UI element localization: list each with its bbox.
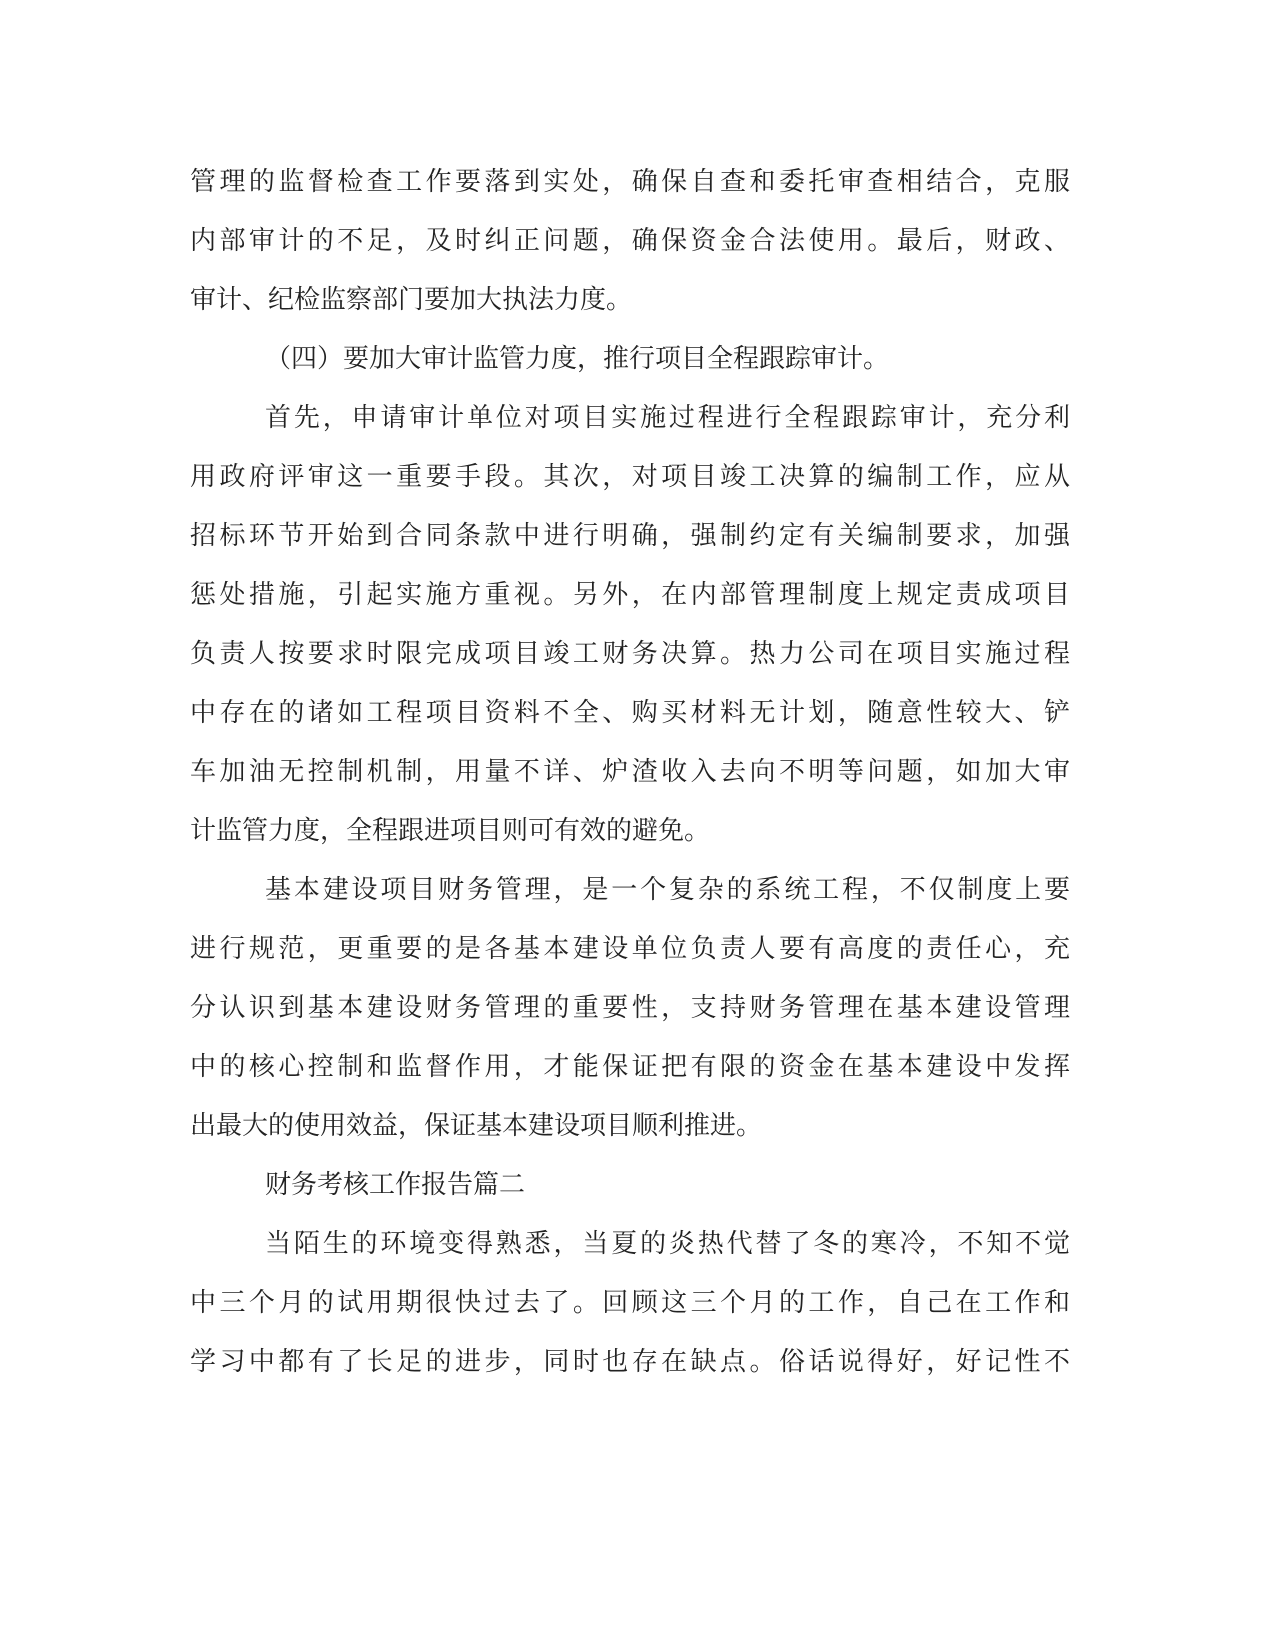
text-line: 惩处措施，引起实施方重视。另外，在内部管理制度上规定责成项目 (190, 580, 1070, 610)
text-line: 首先，申请审计单位对项目实施过程进行全程跟踪审计，充分利 (265, 403, 1070, 433)
text-line: 中三个月的试用期很快过去了。回顾这三个月的工作，自己在工作和 (190, 1288, 1070, 1318)
text-line: 基本建设项目财务管理，是一个复杂的系统工程，不仅制度上要 (265, 875, 1070, 905)
text-line: 管理的监督检查工作要落到实处，确保自查和委托审查相结合，克服 (190, 167, 1070, 197)
text-line: 用政府评审这一重要手段。其次，对项目竣工决算的编制工作，应从 (190, 462, 1070, 492)
text-line: 出最大的使用效益，保证基本建设项目顺利推进。 (190, 1111, 763, 1141)
text-line: 分认识到基本建设财务管理的重要性，支持财务管理在基本建设管理 (190, 993, 1070, 1023)
text-line: 招标环节开始到合同条款中进行明确，强制约定有关编制要求，加强 (190, 521, 1070, 551)
text-line: 当陌生的环境变得熟悉，当夏的炎热代替了冬的寒冷，不知不觉 (265, 1229, 1070, 1259)
text-line: 内部审计的不足，及时纠正问题，确保资金合法使用。最后，财政、 (190, 226, 1070, 256)
text-line: 审计、纪检监察部门要加大执法力度。 (190, 285, 633, 315)
text-line: 中存在的诸如工程项目资料不全、购买材料无计划，随意性较大、铲 (190, 698, 1070, 728)
text-line: 计监管力度，全程跟进项目则可有效的避免。 (190, 816, 711, 846)
text-line: 中的核心控制和监督作用，才能保证把有限的资金在基本建设中发挥 (190, 1052, 1070, 1082)
text-line: 负责人按要求时限完成项目竣工财务决算。热力公司在项目实施过程 (190, 639, 1070, 669)
text-line: 进行规范，更重要的是各基本建设单位负责人要有高度的责任心，充 (190, 934, 1070, 964)
text-line: 学习中都有了长足的进步，同时也存在缺点。俗话说得好，好记性不 (190, 1347, 1070, 1377)
section-heading: （四）要加大审计监管力度，推行项目全程跟踪审计。 (265, 344, 890, 374)
text-line: 车加油无控制机制，用量不详、炉渣收入去向不明等问题，如加大审 (190, 757, 1070, 787)
section-heading: 财务考核工作报告篇二 (265, 1170, 526, 1200)
